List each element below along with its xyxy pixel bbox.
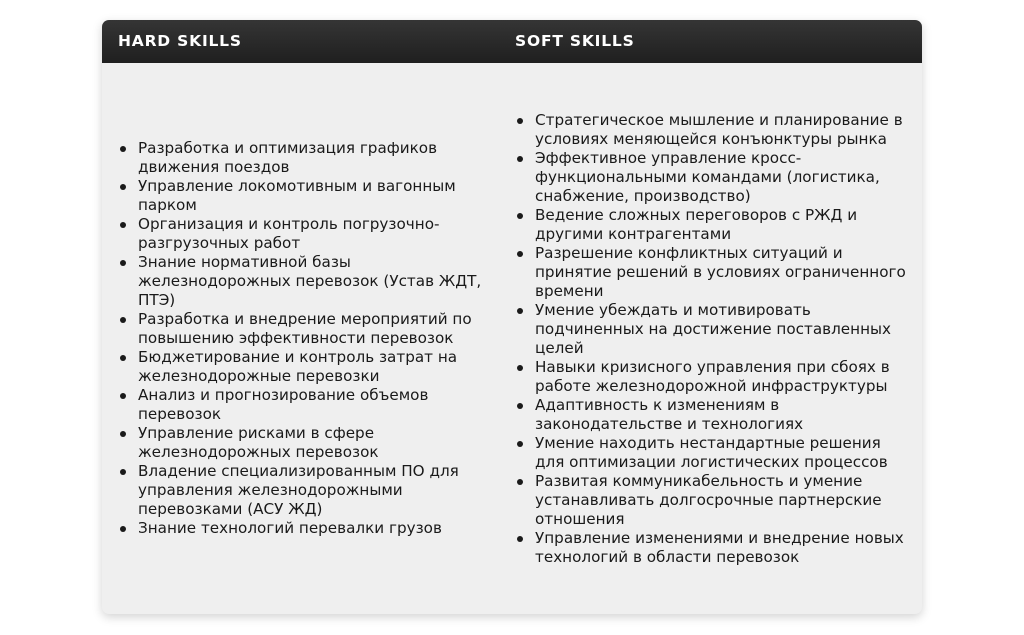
list-item: Адаптивность к изменениям в законодательстве и технологиях (513, 396, 913, 434)
list-item: Знание нормативной базы железнодорожных перевозок (Устав ЖДТ, ПТЭ) (116, 253, 488, 310)
list-item: Управление рисками в сфере железнодорожных перевозок (116, 424, 488, 462)
hard-skills-list (116, 139, 488, 538)
hard-skills-heading: HARD SKILLS (118, 32, 242, 50)
list-item: Навыки кризисного управления при сбоях в работе железнодорожной инфраструктуры (513, 358, 913, 396)
table-body (102, 63, 922, 614)
list-item: Стратегическое мышление и планирование в условиях меняющейся конъюнктуры рынка (513, 111, 913, 149)
list-item: Управление локомотивным и вагонным парком (116, 177, 488, 215)
list-item: Организация и контроль погрузочно-разгрузочных работ (116, 215, 488, 253)
list-item: Управление изменениями и внедрение новых технологий в области перевозок (513, 529, 913, 567)
list-item: Разработка и оптимизация графиков движения поездов (116, 139, 488, 177)
list-item: Знание технологий перевалки грузов (116, 519, 488, 538)
list-item: Бюджетирование и контроль затрат на железнодорожные перевозки (116, 348, 488, 386)
list-item: Умение убеждать и мотивировать подчиненных на достижение поставленных целей (513, 301, 913, 358)
soft-skills-list (513, 111, 913, 567)
list-item: Разработка и внедрение мероприятий по повышению эффективности перевозок (116, 310, 488, 348)
list-item: Ведение сложных переговоров с РЖД и другими контрагентами (513, 206, 913, 244)
list-item: Разрешение конфликтных ситуаций и принятие решений в условиях ограниченного времени (513, 244, 913, 301)
list-item: Умение находить нестандартные решения для оптимизации логистических процессов (513, 434, 913, 472)
soft-skills-heading: SOFT SKILLS (515, 32, 635, 50)
list-item: Анализ и прогнозирование объемов перевозок (116, 386, 488, 424)
table-header (102, 20, 922, 63)
list-item: Развитая коммуникабельность и умение устанавливать долгосрочные партнерские отношения (513, 472, 913, 529)
skills-table (102, 20, 922, 614)
hard-skills-column (116, 63, 488, 614)
list-item: Эффективное управление кросс-функциональными командами (логистика, снабжение, производство) (513, 149, 913, 206)
soft-skills-column (513, 63, 913, 614)
list-item: Владение специализированным ПО для управления железнодорожными перевозками (АСУ ЖД) (116, 462, 488, 519)
